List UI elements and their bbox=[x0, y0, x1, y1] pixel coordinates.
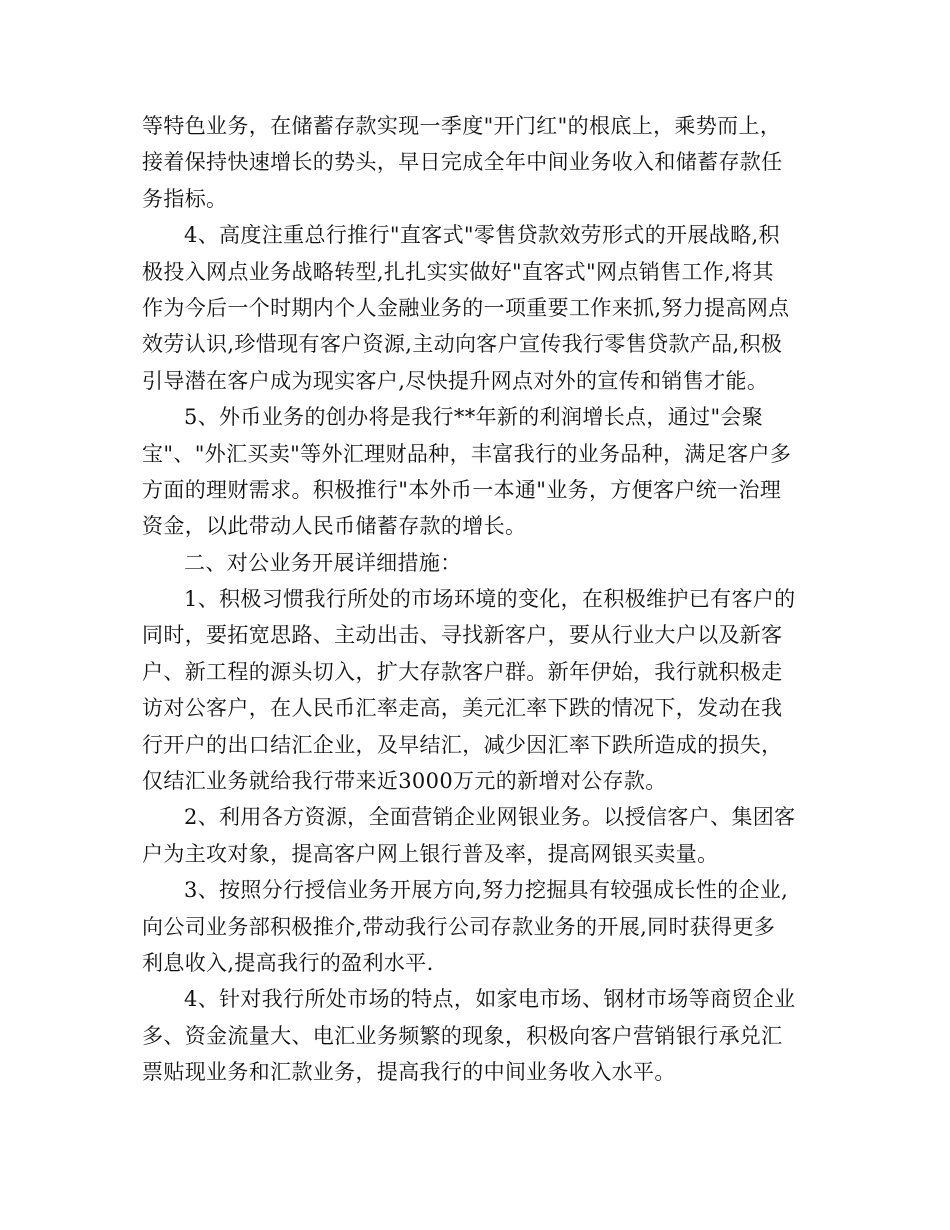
text-line: 4、高度注重总行推行"直客式"零售贷款效劳形式的开展战略,积 bbox=[184, 223, 780, 248]
paragraph-item-2 bbox=[142, 799, 812, 872]
text-line: 5、外币业务的创办将是我行**年新的利润增长点，通过"会聚 bbox=[184, 405, 764, 430]
text-line: 票贴现业务和汇款业务，提高我行的中间业务收入水平。 bbox=[142, 1060, 676, 1085]
text-line: 引导潜在客户成为现实客户,尽快提升网点对外的宣传和销售才能。 bbox=[142, 368, 769, 393]
text-line: 利息收入,提高我行的盈利水平. bbox=[142, 950, 434, 975]
paragraph-item-5 bbox=[142, 399, 812, 545]
text-line: 等特色业务，在储蓄存款实现一季度"开门红"的根底上，乘势而上， bbox=[142, 114, 782, 138]
paragraph-item-3 bbox=[142, 872, 812, 981]
text-line: 3、按照分行授信业务开展方向,努力挖掘具有较强成长性的企业, bbox=[184, 878, 789, 903]
text-line: 仅结汇业务就给我行带来近3000万元的新增对公存款。 bbox=[142, 769, 667, 794]
text-line: 1、积极习惯我行所处的市场环境的变化，在积极维护已有客户的 bbox=[184, 587, 796, 612]
text-line: 户、新工程的源头切入，扩大存款客户群。新年伊始，我行就积极走 bbox=[142, 659, 783, 684]
text-line: 务指标。 bbox=[142, 186, 228, 211]
text-line: 户为主攻对象，提高客户网上银行普及率，提高网银买卖量。 bbox=[142, 841, 719, 866]
paragraph-item-4 bbox=[142, 217, 812, 399]
text-line: 作为今后一个时期内个人金融业务的一项重要工作来抓,努力提高网点 bbox=[142, 295, 790, 320]
text-line: 同时，要拓宽思路、主动出击、寻找新客户，要从行业大户以及新客 bbox=[142, 623, 783, 648]
text-line: 4、针对我行所处市场的特点，如家电市场、钢材市场等商贸企业 bbox=[184, 987, 796, 1012]
text-line: 二、对公业务开展详细措施： bbox=[184, 550, 462, 575]
document-body bbox=[142, 108, 812, 1091]
text-line: 多、资金流量大、电汇业务频繁的现象，积极向客户营销银行承兑汇 bbox=[142, 1023, 783, 1048]
text-line: 向公司业务部积极推介,带动我行公司存款业务的开展,同时获得更多 bbox=[142, 914, 776, 939]
text-line: 行开户的出口结汇企业，及早结汇，减少因汇率下跌所造成的损失， bbox=[142, 732, 783, 757]
text-line: 效劳认识,珍惜现有客户资源,主动向客户宣传我行零售贷款产品,积极 bbox=[142, 332, 783, 357]
text-line: 接着保持快速增长的势头，早日完成全年中间业务收入和储蓄存款任 bbox=[142, 150, 783, 175]
text-line: 方面的理财需求。积极推行"本外币一本通"业务，方便客户统一治理 bbox=[142, 477, 782, 502]
section-heading bbox=[142, 545, 812, 581]
text-line: 2、利用各方资源，全面营销企业网银业务。以授信客户、集团客 bbox=[184, 805, 796, 830]
paragraph-continuation bbox=[142, 108, 812, 217]
text-line: 资金，以此带动人民币储蓄存款的增长。 bbox=[142, 514, 527, 539]
text-line: 宝"、"外汇买卖"等外汇理财品种，丰富我行的业务品种，满足客户多 bbox=[142, 441, 792, 466]
paragraph-item-1 bbox=[142, 581, 812, 799]
text-line: 极投入网点业务战略转型,扎扎实实做好"直客式"网点销售工作,将其 bbox=[142, 259, 774, 284]
text-line: 访对公客户，在人民币汇率走高，美元汇率下跌的情况下，发动在我 bbox=[142, 696, 783, 721]
paragraph-item-4b bbox=[142, 981, 812, 1090]
